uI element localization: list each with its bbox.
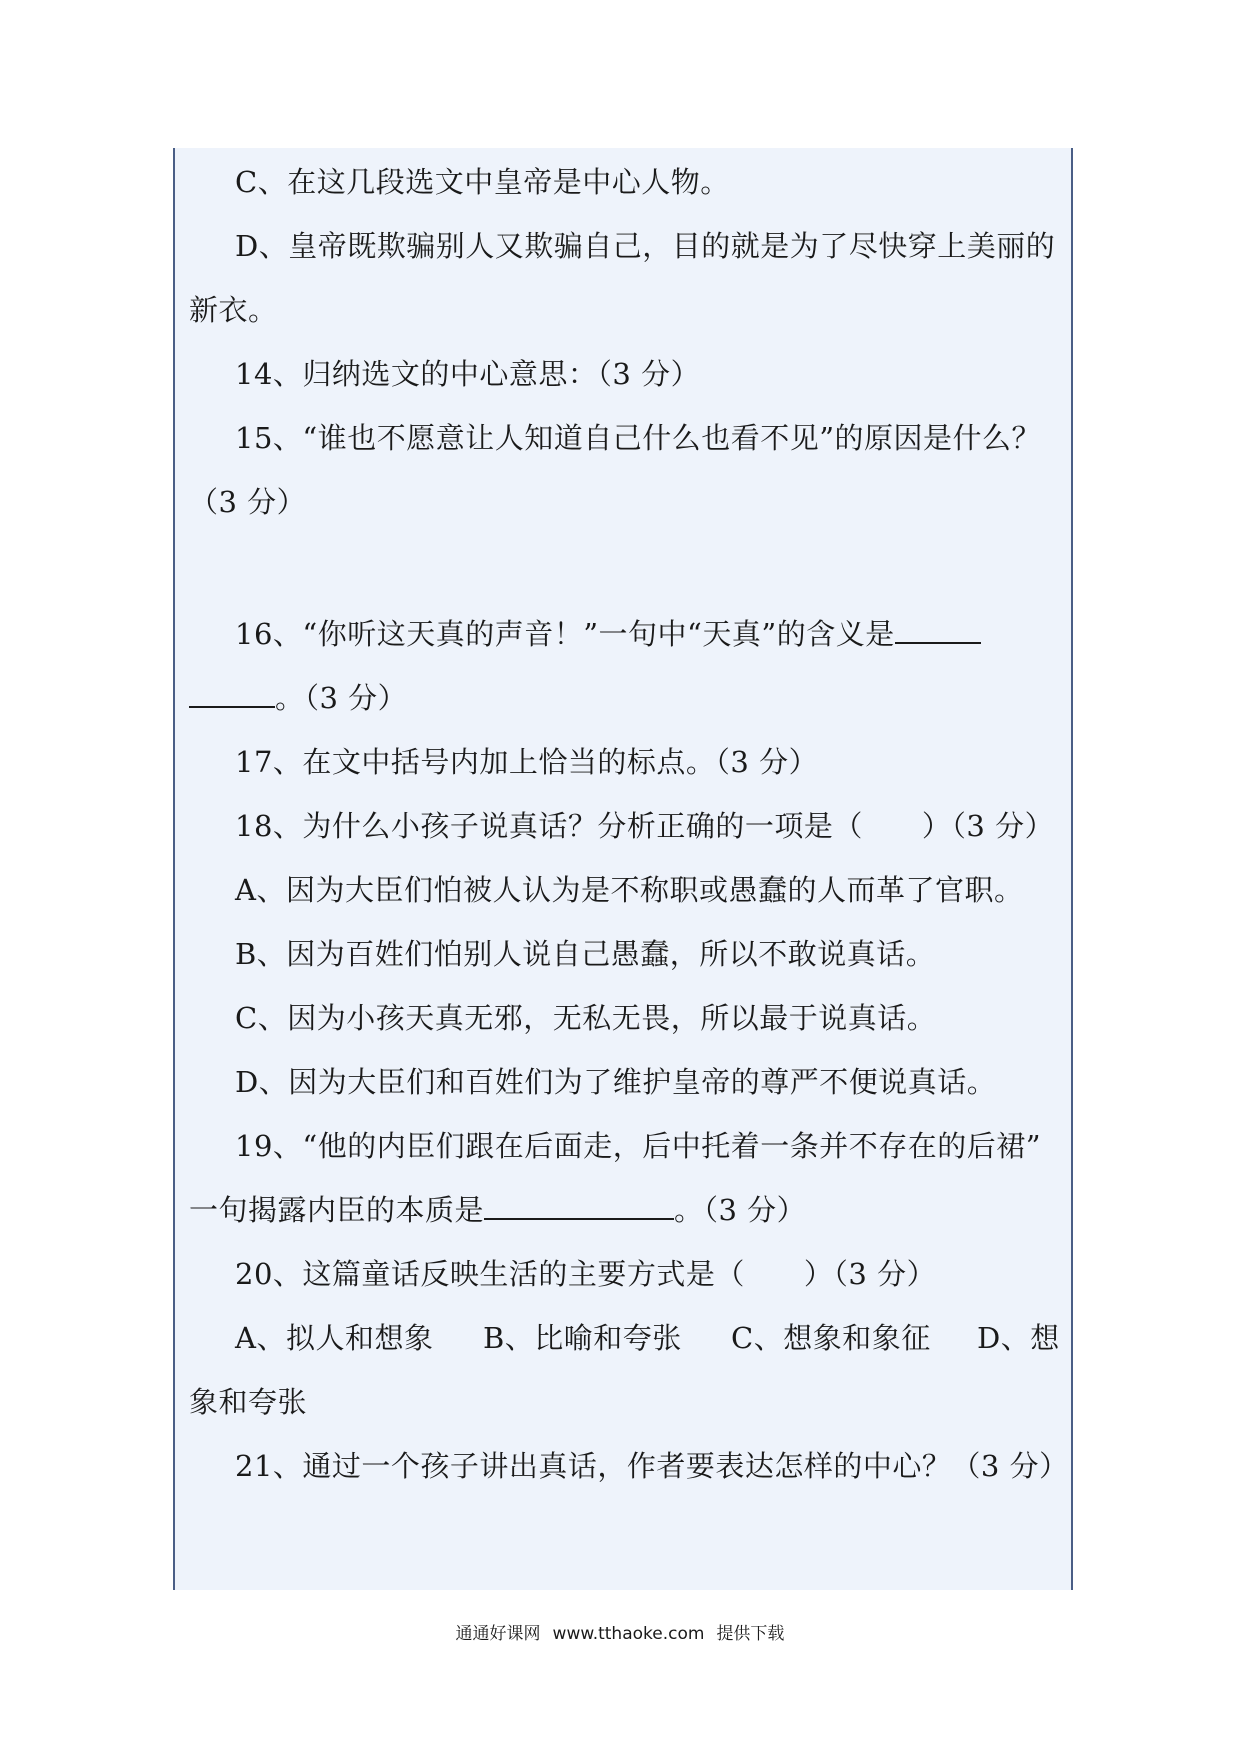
question-21: 21、通过一个孩子讲出真话，作者要表达怎样的中心？（3 分）: [235, 1449, 1069, 1483]
choice-b: B、比喻和夸张: [483, 1321, 682, 1355]
footer-site-name: 通通好课网: [455, 1624, 541, 1644]
question-20: 20、这篇童话反映生活的主要方式是（ ）（3 分）: [235, 1257, 937, 1291]
page-footer: [0, 1622, 1240, 1646]
option-d-line: D、因为大臣们和百姓们为了维护皇帝的尊严不便说真话。: [235, 1065, 997, 1099]
footer-url[interactable]: www.tthaoke.com: [552, 1624, 705, 1644]
question-20-continuation: 象和夸张: [189, 1385, 308, 1419]
answer-blank[interactable]: [189, 680, 275, 708]
question-19-continuation: [189, 1190, 806, 1230]
question-15: 15、“谁也不愿意让人知道自己什么也看不见”的原因是什么？: [235, 421, 1042, 455]
question-15-score: （3 分）: [189, 485, 307, 519]
question-14: 14、归纳选文的中心意思：（3 分）: [235, 357, 701, 391]
question-18: 18、为什么小孩子说真话？分析正确的一项是（ ）（3 分）: [235, 809, 1055, 843]
choice-d: D、想: [977, 1321, 1060, 1355]
footer-note: 提供下载: [716, 1624, 785, 1644]
option-b-line: B、因为百姓们怕别人说自己愚蠢，所以不敢说真话。: [235, 937, 936, 971]
answer-blank[interactable]: [484, 1192, 674, 1220]
choice-c: C、想象和象征: [731, 1321, 931, 1355]
choice-a: A、拟人和想象: [235, 1321, 434, 1355]
question-16: [235, 614, 981, 654]
option-d-line: D、皇帝既欺骗别人又欺骗自己，目的就是为了尽快穿上美丽的: [235, 229, 1056, 263]
question-19: 19、“他的内臣们跟在后面走，后中托着一条并不存在的后裙”: [235, 1129, 1042, 1163]
option-d-continuation: 新衣。: [189, 293, 278, 327]
question-20-options: [235, 1318, 1060, 1358]
question-16-continuation: [189, 678, 407, 718]
option-a-line: A、因为大臣们怕被人认为是不称职或愚蠢的人而革了官职。: [235, 873, 1024, 907]
question-16-score: 。（3 分）: [275, 681, 408, 715]
question-16-text: 16、“你听这天真的声音！”一句中“天真”的含义是: [235, 617, 895, 651]
question-19-score: 。（3 分）: [674, 1193, 807, 1227]
question-17: 17、在文中括号内加上恰当的标点。（3 分）: [235, 745, 819, 779]
option-c-line: C、因为小孩天真无邪，无私无畏，所以最于说真话。: [235, 1001, 937, 1035]
question-19-text: 一句揭露内臣的本质是: [189, 1193, 485, 1227]
answer-blank[interactable]: [895, 616, 981, 644]
option-c-line: C、在这几段选文中皇帝是中心人物。: [235, 165, 730, 199]
question-panel: [173, 148, 1073, 1590]
